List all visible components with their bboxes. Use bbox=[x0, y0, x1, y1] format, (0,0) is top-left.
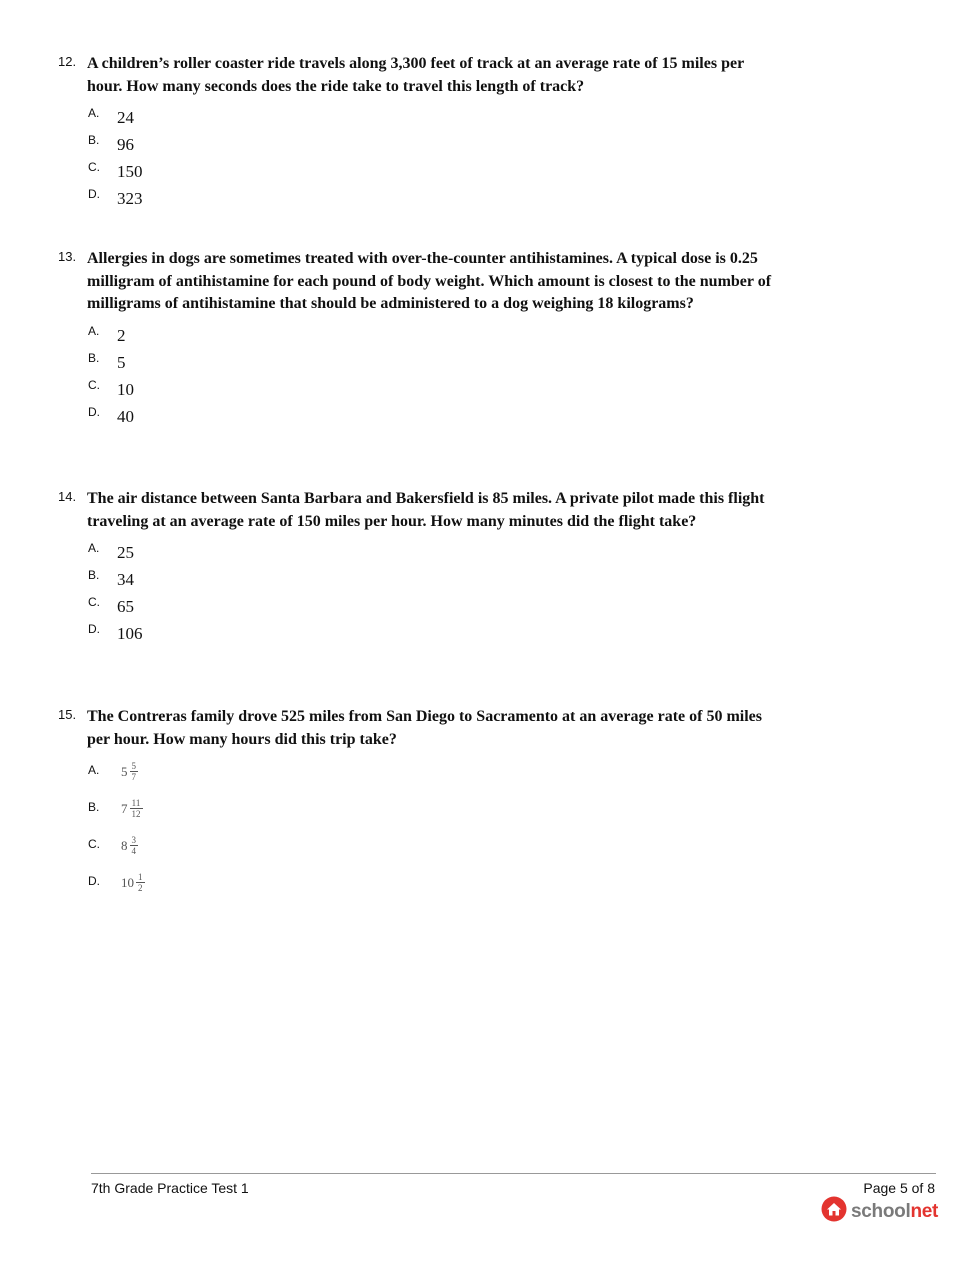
question-number: 13. bbox=[58, 249, 77, 264]
numerator: 11 bbox=[131, 798, 141, 808]
choice-b[interactable] bbox=[88, 351, 778, 378]
choice-a[interactable] bbox=[88, 106, 778, 133]
choice-d[interactable] bbox=[88, 622, 778, 649]
choice-value: 65 bbox=[117, 597, 134, 616]
fraction bbox=[130, 798, 143, 819]
logo-text-net: net bbox=[910, 1200, 939, 1222]
choice-letter: A. bbox=[88, 541, 100, 555]
answer-choices bbox=[88, 541, 778, 649]
choice-letter: D. bbox=[88, 187, 100, 201]
choice-letter: C. bbox=[88, 160, 100, 174]
choice-c[interactable] bbox=[88, 837, 778, 874]
choice-c[interactable] bbox=[88, 160, 778, 187]
question-number: 15. bbox=[58, 707, 77, 722]
logo-text-school: school bbox=[851, 1200, 911, 1222]
numerator: 5 bbox=[131, 761, 136, 771]
whole-part: 5 bbox=[121, 763, 128, 779]
denominator: 12 bbox=[131, 809, 141, 819]
question-14 bbox=[58, 488, 778, 649]
choice-value: 2 bbox=[117, 325, 126, 345]
choice-letter: B. bbox=[88, 800, 100, 814]
choice-letter: A. bbox=[88, 106, 100, 120]
denominator: 2 bbox=[138, 883, 143, 893]
choice-letter: D. bbox=[88, 404, 100, 419]
mixed-number bbox=[121, 798, 143, 819]
choice-value: 5 bbox=[117, 352, 126, 372]
answer-choices bbox=[88, 763, 778, 911]
question-text: The Contreras family drove 525 miles from San Diego to Sacramento at an average rate of 50 miles per hour. How many hours did this trip take? bbox=[87, 708, 762, 748]
choice-d[interactable] bbox=[88, 874, 778, 911]
whole-part: 8 bbox=[121, 837, 128, 853]
choice-letter: A. bbox=[88, 323, 100, 338]
choice-value: 150 bbox=[117, 162, 143, 181]
numerator: 3 bbox=[131, 835, 136, 845]
page-number: Page 5 of 8 bbox=[863, 1180, 935, 1196]
choice-a[interactable] bbox=[88, 763, 778, 800]
whole-part: 7 bbox=[121, 800, 128, 816]
choice-value: 106 bbox=[117, 624, 143, 643]
choice-b[interactable] bbox=[88, 800, 778, 837]
question-text: A children’s roller coaster ride travels along 3,300 feet of track at an average rate of 15 miles per hour. How many seconds does the ride take to travel this length of track? bbox=[87, 55, 744, 95]
footer-title: 7th Grade Practice Test 1 bbox=[91, 1180, 249, 1196]
fraction bbox=[136, 872, 145, 893]
mixed-number bbox=[121, 835, 138, 856]
choice-value: 34 bbox=[117, 570, 134, 589]
question-text: Allergies in dogs are sometimes treated with over-the-counter antihistamines. A typical dose is 0.25 milligram of antihistamine for each pound of body weight. Which amount is closest to the number of milligrams of antihistamine that should be administered to a dog weighing 18 kilograms? bbox=[87, 250, 772, 312]
choice-b[interactable] bbox=[88, 568, 778, 595]
question-text: The air distance between Santa Barbara and Bakersfield is 85 miles. A private pilot made this flight traveling at an average rate of 150 miles per hour. How many minutes did the flight take? bbox=[87, 490, 765, 530]
choice-letter: A. bbox=[88, 763, 100, 777]
fraction bbox=[130, 761, 139, 782]
footer-divider bbox=[91, 1173, 936, 1174]
choice-a[interactable] bbox=[88, 324, 778, 351]
mixed-number bbox=[121, 872, 145, 893]
question-15 bbox=[58, 706, 778, 911]
choice-letter: B. bbox=[88, 568, 100, 582]
question-13 bbox=[58, 248, 778, 432]
choice-value: 24 bbox=[117, 108, 134, 127]
fraction bbox=[130, 835, 139, 856]
house-icon bbox=[821, 1196, 847, 1227]
answer-choices bbox=[88, 324, 778, 432]
mixed-number bbox=[121, 761, 138, 782]
choice-c[interactable] bbox=[88, 595, 778, 622]
denominator: 7 bbox=[131, 772, 136, 782]
choice-letter: C. bbox=[88, 377, 100, 392]
choice-letter: B. bbox=[88, 350, 100, 365]
choice-letter: C. bbox=[88, 595, 100, 609]
question-number: 14. bbox=[58, 489, 77, 504]
choice-d[interactable] bbox=[88, 187, 778, 214]
choice-value: 10 bbox=[117, 379, 134, 399]
choice-c[interactable] bbox=[88, 378, 778, 405]
numerator: 1 bbox=[138, 872, 143, 882]
choice-letter: D. bbox=[88, 622, 100, 636]
whole-part: 10 bbox=[121, 874, 134, 890]
logo-text bbox=[851, 1201, 938, 1223]
choice-letter: C. bbox=[88, 837, 100, 851]
choice-d[interactable] bbox=[88, 405, 778, 432]
question-12 bbox=[58, 53, 778, 214]
choice-b[interactable] bbox=[88, 133, 778, 160]
answer-choices bbox=[88, 106, 778, 214]
schoolnet-logo bbox=[821, 1196, 938, 1227]
choice-value: 40 bbox=[117, 406, 134, 426]
choice-value: 323 bbox=[117, 189, 143, 208]
choice-letter: B. bbox=[88, 133, 100, 147]
choice-value: 96 bbox=[117, 135, 134, 154]
choice-letter: D. bbox=[88, 874, 100, 888]
denominator: 4 bbox=[131, 846, 136, 856]
choice-value: 25 bbox=[117, 543, 134, 562]
choice-a[interactable] bbox=[88, 541, 778, 568]
question-number: 12. bbox=[58, 54, 77, 69]
